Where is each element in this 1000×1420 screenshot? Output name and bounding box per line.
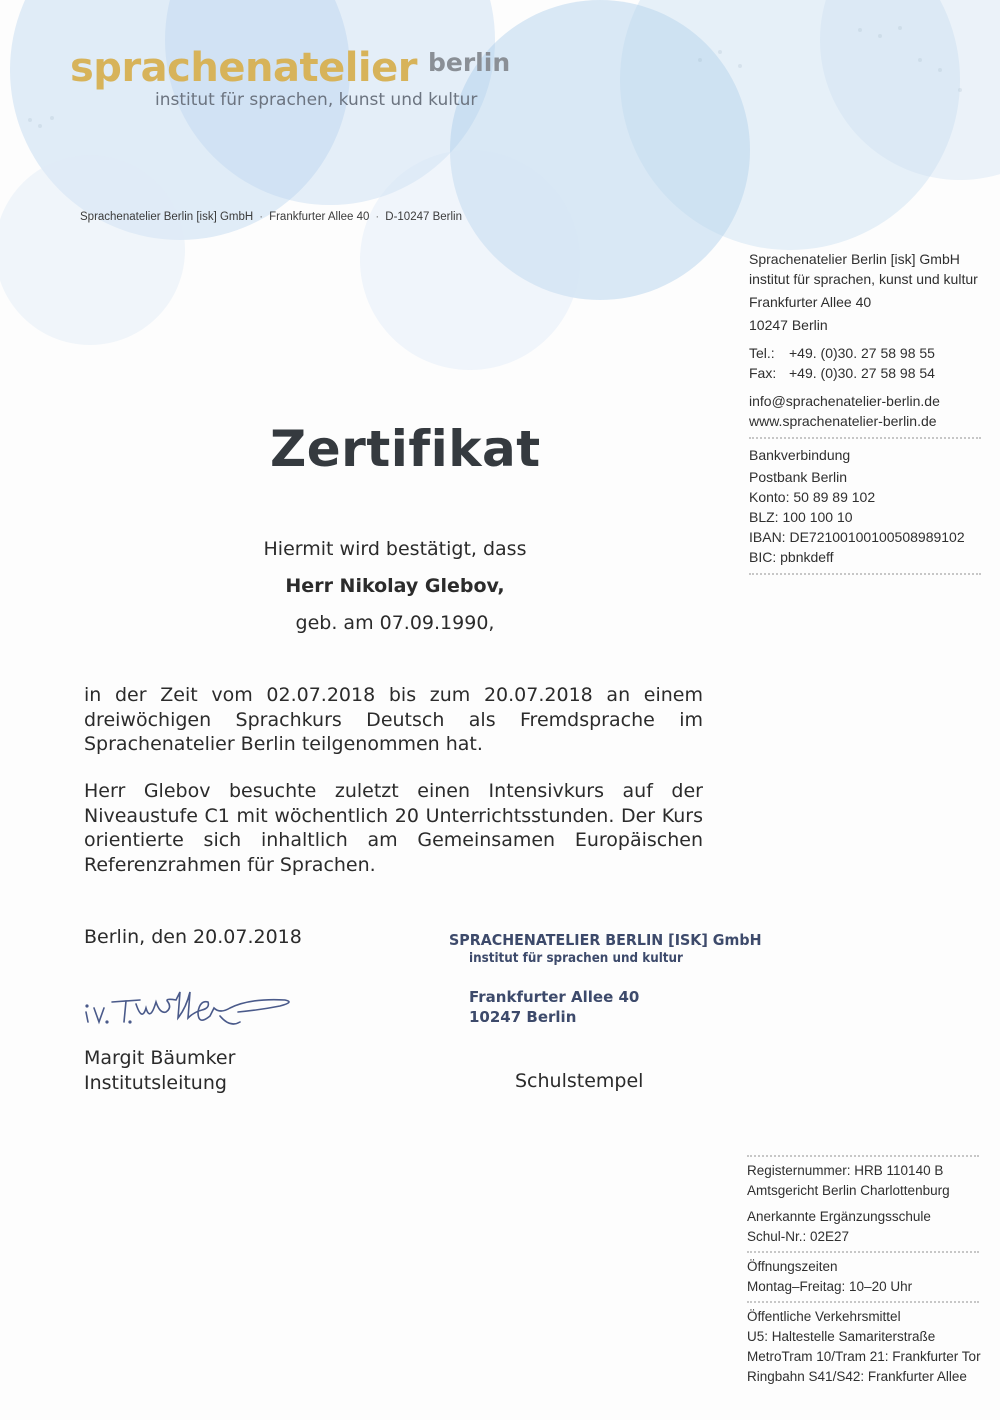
- website: www.sprachenatelier-berlin.de: [749, 413, 937, 429]
- divider: [749, 437, 981, 439]
- sender-address-line: [80, 211, 462, 223]
- separator: ·: [259, 211, 264, 223]
- logo-tagline: institut für sprachen, kunst und kultur: [155, 90, 478, 110]
- signer-block: [84, 1046, 235, 1096]
- sender-city: D-10247 Berlin: [385, 211, 462, 223]
- fax-row: [749, 363, 981, 383]
- intro-line: Hiermit wird bestätigt, dass: [263, 538, 527, 560]
- divider: [747, 1301, 979, 1303]
- signature: [80, 978, 300, 1038]
- brand-logo: [70, 45, 511, 110]
- email: info@sprachenatelier-berlin.de: [749, 393, 940, 409]
- register-court: Amtsgericht Berlin Charlottenburg: [747, 1183, 950, 1198]
- transport-u5: U5: Haltestelle Samariterstraße: [747, 1329, 936, 1344]
- bank-iban: IBAN: DE72100100100508989102: [749, 529, 965, 545]
- transport-ringbahn: Ringbahn S41/S42: Frankfurter Allee: [747, 1369, 967, 1384]
- stamp-company: SPRACHENATELIER BERLIN [ISK] GmbH: [449, 931, 762, 949]
- bank-heading: Bankverbindung: [749, 447, 851, 463]
- transport-heading: Öffentliche Verkehrsmittel: [747, 1309, 901, 1324]
- phone-value: +49. (0)30. 27 58 98 55: [789, 345, 935, 361]
- course-paragraph: in der Zeit vom 02.07.2018 bis zum 20.07.2018 an einem dreiwöchigen Sprachkurs Deutsch als Fremdsprache im Sprachenatelier Berlin teilgenommen hat.: [84, 684, 703, 755]
- bank-name: Postbank Berlin: [749, 469, 848, 485]
- signer-name: Margit Bäumker: [84, 1047, 236, 1069]
- street: Frankfurter Allee 40: [749, 294, 872, 310]
- contact-sidebar: [749, 249, 981, 581]
- divider: [747, 1251, 979, 1253]
- footer-info: [747, 1151, 979, 1387]
- hours-heading: Öffnungszeiten: [747, 1259, 838, 1274]
- birth-date: geb. am 07.09.1990,: [295, 612, 495, 634]
- school-stamp: [449, 931, 789, 1026]
- level-paragraph: Herr Glebov besuchte zuletzt einen Intensivkurs auf der Niveaustufe C1 mit wöchentlich 20 Unterrichtsstunden. Der Kurs orientierte sich inhaltlich am Gemeinsamen Europäischen Referenzrahmen für Sprachen.: [84, 780, 703, 876]
- stamp-tagline: institut für sprachen und kultur: [469, 951, 683, 966]
- stamp-label: Schulstempel: [515, 1070, 644, 1092]
- signer-role: Institutsleitung: [84, 1072, 227, 1094]
- company-name: Sprachenatelier Berlin [isk] GmbH: [749, 251, 960, 267]
- recipient-name: Herr Nikolay Glebov,: [285, 575, 505, 597]
- place-date: Berlin, den 20.07.2018: [84, 926, 302, 948]
- postal-city: 10247 Berlin: [749, 317, 828, 333]
- logo-wordmark: sprachenatelier: [70, 45, 417, 91]
- separator: ·: [375, 211, 380, 223]
- register-number: Registernummer: HRB 110140 B: [747, 1163, 944, 1178]
- phone-row: [749, 343, 981, 363]
- school-number: Schul-Nr.: 02E27: [747, 1229, 850, 1244]
- school-type: Anerkannte Ergänzungsschule: [747, 1209, 931, 1224]
- fax-value: +49. (0)30. 27 58 98 54: [789, 365, 935, 381]
- sender-company: Sprachenatelier Berlin [isk] GmbH: [80, 211, 254, 223]
- stamp-street: Frankfurter Allee 40: [469, 988, 640, 1006]
- divider: [747, 1155, 979, 1157]
- sender-street: Frankfurter Allee 40: [269, 211, 370, 223]
- hours-value: Montag–Freitag: 10–20 Uhr: [747, 1279, 913, 1294]
- logo-city: berlin: [428, 48, 511, 77]
- bank-blz: BLZ: 100 100 10: [749, 509, 853, 525]
- bank-bic: BIC: pbnkdeff: [749, 549, 834, 565]
- company-tagline: institut für sprachen, kunst und kultur: [749, 271, 978, 287]
- fax-label: Fax:: [749, 365, 777, 381]
- certificate-title: Zertifikat: [270, 420, 541, 478]
- stamp-city: 10247 Berlin: [469, 1008, 577, 1026]
- bank-account: Konto: 50 89 89 102: [749, 489, 876, 505]
- phone-label: Tel.:: [749, 345, 775, 361]
- transport-tram: MetroTram 10/Tram 21: Frankfurter Tor: [747, 1349, 981, 1364]
